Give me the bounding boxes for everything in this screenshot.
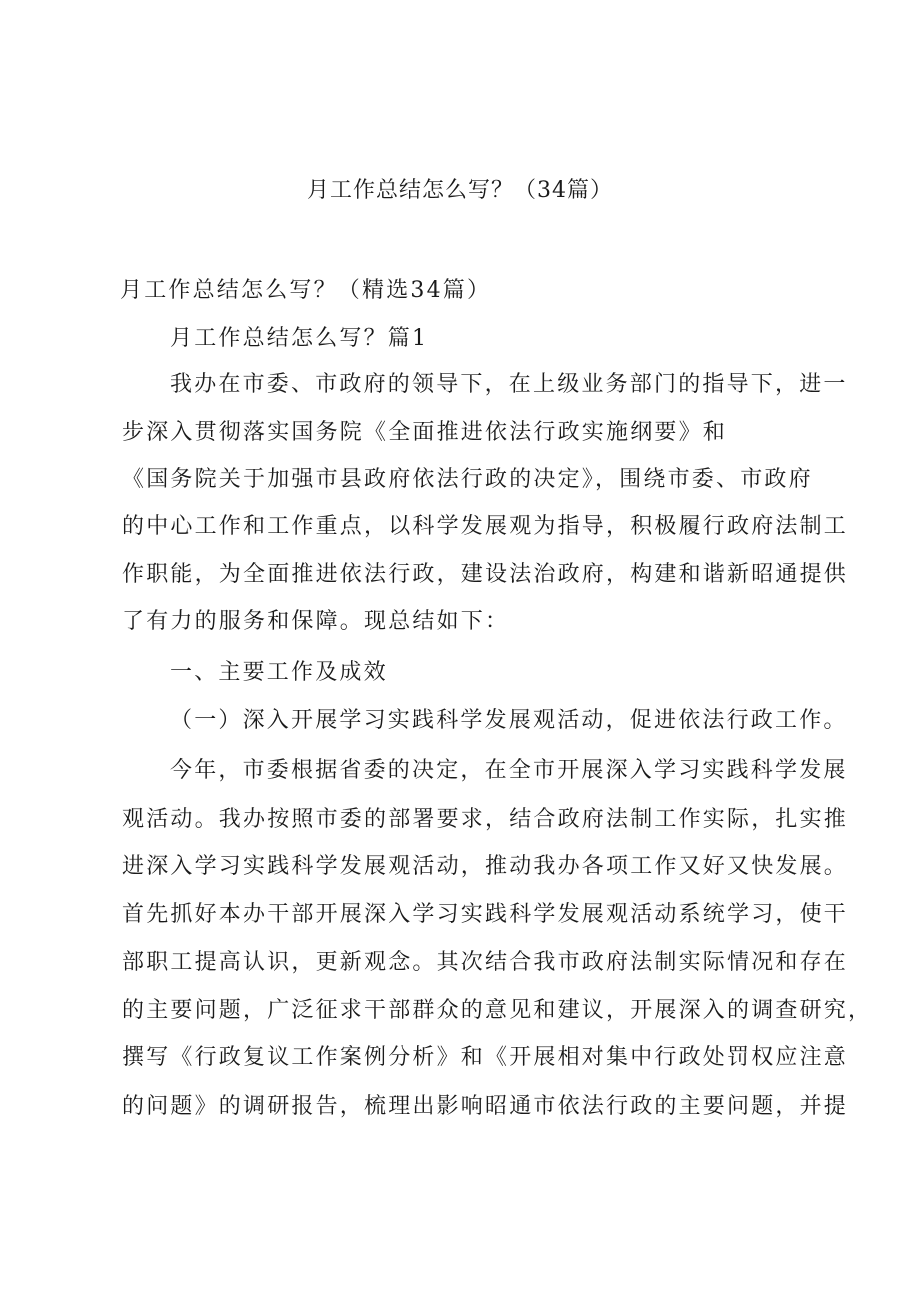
paragraph-line: 的中心工作和工作重点，以科学发展观为指导，积极履行政府法制工 [122, 514, 849, 539]
paragraph-line: 了有力的服务和保障。现总结如下： [122, 609, 510, 634]
paragraph-line: 作职能，为全面推进依法行政，建设法治政府，构建和谐新昭通提供 [122, 562, 849, 587]
subtitle-line: 月工作总结怎么写？（精选34篇） [120, 278, 492, 303]
paragraph-line: 《国务院关于加强市县政府依法行政的决定》，围绕市委、市政府 [122, 467, 813, 492]
paragraph-line: 首先抓好本办干部开展深入学习实践科学发展观活动系统学习，使干 [122, 902, 849, 927]
paragraph-line: 部职工提高认识，更新观念。其次结合我市政府法制实际情况和存在 [122, 950, 849, 975]
paragraph-line: 我办在市委、市政府的领导下，在上级业务部门的指导下，进一 [170, 372, 848, 397]
section-heading-line: 月工作总结怎么写？篇1 [170, 326, 429, 351]
document-title: 月工作总结怎么写？（34篇） [307, 178, 613, 203]
section-heading-line: 一、主要工作及成效 [170, 660, 388, 685]
subsection-heading-line: （一）深入开展学习实践科学发展观活动，促进依法行政工作。 [170, 708, 848, 733]
paragraph-line: 进深入学习实践科学发展观活动，推动我办各项工作又好又快发展。 [122, 854, 849, 879]
paragraph-line: 的主要问题，广泛征求干部群众的意见和建议，开展深入的调查研究， [122, 998, 873, 1023]
paragraph-line: 今年，市委根据省委的决定，在全市开展深入学习实践科学发展 [170, 758, 848, 783]
paragraph-line: 的问题》的调研报告，梳理出影响昭通市依法行政的主要问题，并提 [122, 1094, 849, 1119]
paragraph-line: 撰写《行政复议工作案例分析》和《开展相对集中行政处罚权应注意 [122, 1045, 849, 1070]
paragraph-line: 步深入贯彻落实国务院《全面推进依法行政实施纲要》和 [122, 420, 728, 445]
paragraph-line: 观活动。我办按照市委的部署要求，结合政府法制工作实际，扎实推 [122, 807, 849, 832]
